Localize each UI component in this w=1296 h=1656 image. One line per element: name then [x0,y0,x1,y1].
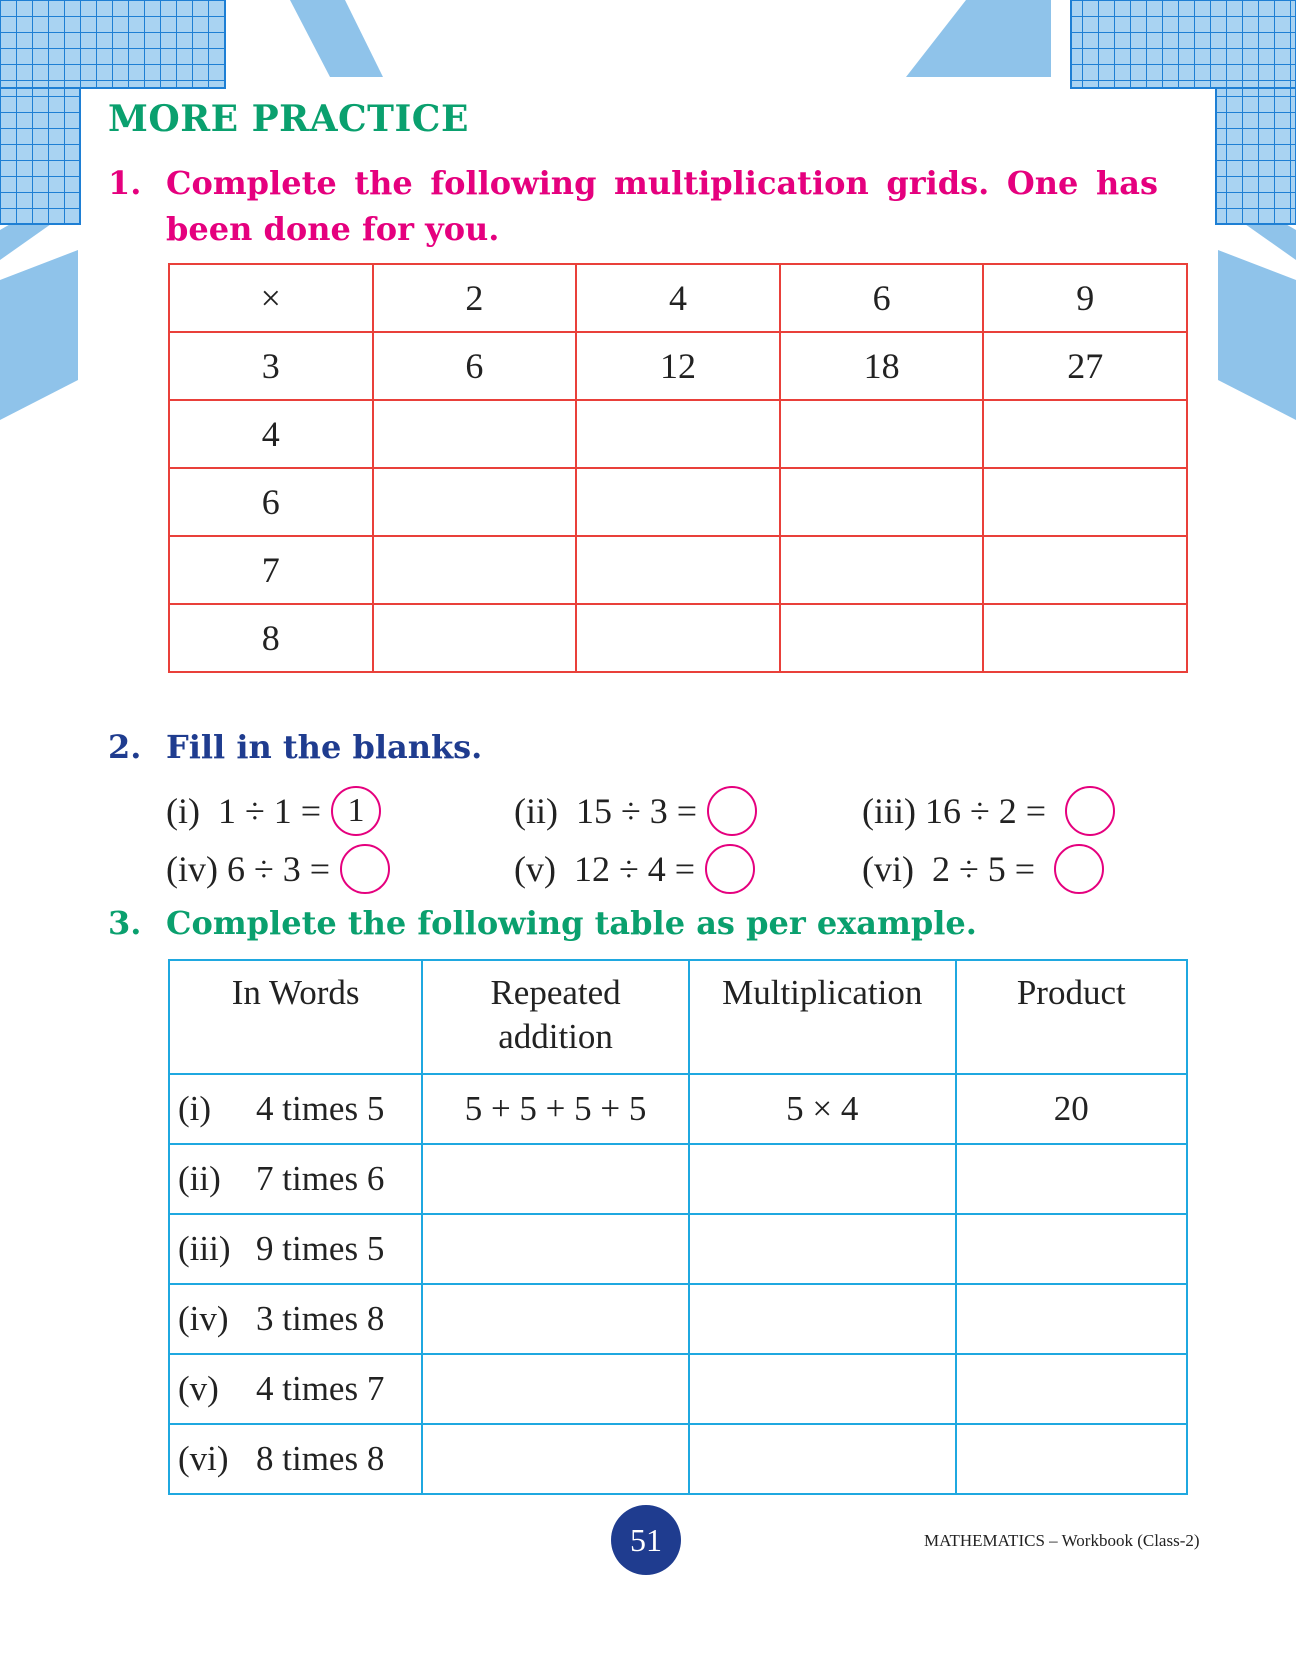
cell-in-words [169,1214,422,1284]
cell-product[interactable] [956,1214,1187,1284]
footer-text: MATHEMATICS – Workbook (Class-2) [924,1531,1200,1550]
blank-item [514,782,757,840]
cell-multiplication[interactable] [689,1144,956,1214]
grid-cell: 8 [169,604,373,672]
cell-in-words [169,1144,422,1214]
blank-label: (v) [514,849,556,889]
table-row [169,1074,1187,1144]
cell-in-words [169,1424,422,1494]
row-words: 3 times 8 [256,1299,385,1338]
cell-repeated-addition[interactable] [422,1424,689,1494]
grid-cell: 6 [780,264,984,332]
cell-product[interactable] [956,1284,1187,1354]
grid-cell[interactable] [780,536,984,604]
page-number: 51 [611,1505,681,1575]
row-words: 4 times 7 [256,1369,385,1408]
multiplication-grid [168,263,1188,673]
blank-expression: 12 ÷ 4 = [573,849,696,889]
table-row [169,1354,1187,1424]
answer-circle[interactable] [340,844,390,894]
grid-row [169,332,1187,400]
grid-cell[interactable] [780,604,984,672]
blank-item [862,782,1115,840]
cell-multiplication[interactable] [689,1354,956,1424]
cell-multiplication[interactable] [689,1424,956,1494]
question-2-number: 2. [108,728,142,766]
answer-circle[interactable] [1054,844,1104,894]
grid-cell[interactable] [780,400,984,468]
header-product: Product [956,960,1187,1074]
blank-item [514,840,755,898]
grid-cell: 6 [373,332,577,400]
grid-cell[interactable] [576,468,780,536]
cell-product[interactable] [956,1354,1187,1424]
blank-label: (ii) [514,791,558,831]
question-3-number: 3. [108,904,142,942]
question-1-text: Complete the following multiplication grids. One has been done for you. [166,164,1158,248]
grid-cell[interactable] [373,400,577,468]
header-multiplication: Multiplication [689,960,956,1074]
cell-repeated-addition[interactable] [422,1354,689,1424]
grid-cell: × [169,264,373,332]
section-title: MORE PRACTICE [108,98,469,140]
fill-in-blanks [166,782,1166,898]
question-3 [108,904,977,942]
blank-item [862,840,1104,898]
blank-expression: 1 ÷ 1 = [217,791,322,831]
table-row [169,1284,1187,1354]
grid-cell[interactable] [780,468,984,536]
grid-cell[interactable] [576,604,780,672]
grid-cell: 4 [169,400,373,468]
cell-product[interactable] [956,1144,1187,1214]
table-row [169,1214,1187,1284]
grid-cell: 6 [169,468,373,536]
grid-cell: 4 [576,264,780,332]
header-repeated-addition: Repeated addition [422,960,689,1074]
grid-cell[interactable] [576,400,780,468]
question-2 [108,728,482,766]
grid-row [169,536,1187,604]
row-label: (v) [178,1369,219,1408]
blank-expression: 6 ÷ 3 = [226,849,331,889]
row-words: 7 times 6 [256,1159,385,1198]
question-1 [108,160,1158,252]
cell-in-words [169,1074,422,1144]
blank-expression: 15 ÷ 3 = [575,791,698,831]
grid-cell[interactable] [983,468,1187,536]
cell-repeated-addition[interactable] [422,1284,689,1354]
grid-cell: 3 [169,332,373,400]
cell-repeated-addition[interactable] [422,1144,689,1214]
grid-cell[interactable] [983,400,1187,468]
cell-multiplication[interactable] [689,1284,956,1354]
question-2-text: Fill in the blanks. [166,728,483,766]
grid-cell[interactable] [983,604,1187,672]
cell-in-words [169,1284,422,1354]
cell-product: 20 [956,1074,1187,1144]
blank-expression: 16 ÷ 2 = [924,791,1047,831]
grid-cell: 9 [983,264,1187,332]
blank-item [166,840,390,898]
grid-cell[interactable] [983,536,1187,604]
grid-row [169,400,1187,468]
grid-cell: 27 [983,332,1187,400]
blank-item [166,782,381,840]
words-table-header [169,960,1187,1074]
table-row [169,1144,1187,1214]
grid-cell: 2 [373,264,577,332]
blank-label: (i) [166,791,200,831]
grid-cell[interactable] [576,536,780,604]
answer-circle[interactable]: 1 [331,786,381,836]
grid-cell[interactable] [373,536,577,604]
blank-label: (vi) [862,849,914,889]
cell-multiplication: 5 × 4 [689,1074,956,1144]
row-label: (i) [178,1089,212,1128]
cell-in-words [169,1354,422,1424]
blanks-row [166,840,1166,898]
grid-cell[interactable] [373,604,577,672]
row-label: (vi) [178,1439,229,1478]
blanks-row [166,782,1166,840]
grid-cell: 7 [169,536,373,604]
table-row [169,1424,1187,1494]
question-1-number: 1. [108,164,142,202]
row-words: 9 times 5 [256,1229,385,1268]
cell-repeated-addition: 5 + 5 + 5 + 5 [422,1074,689,1144]
grid-cell: 18 [780,332,984,400]
grid-row [169,468,1187,536]
row-words: 4 times 5 [256,1089,385,1128]
answer-circle[interactable] [707,786,757,836]
blank-label: (iii) [862,791,916,831]
cell-multiplication[interactable] [689,1214,956,1284]
answer-circle[interactable] [705,844,755,894]
cell-product[interactable] [956,1424,1187,1494]
question-3-text: Complete the following table as per example. [166,904,977,942]
answer-circle[interactable] [1065,786,1115,836]
grid-row [169,264,1187,332]
header-in-words: In Words [169,960,422,1074]
row-label: (iv) [178,1299,229,1338]
blank-expression: 2 ÷ 5 = [931,849,1036,889]
grid-row [169,604,1187,672]
cell-repeated-addition[interactable] [422,1214,689,1284]
row-label: (iii) [178,1229,231,1268]
row-words: 8 times 8 [256,1439,385,1478]
row-label: (ii) [178,1159,221,1198]
words-table [168,959,1188,1495]
blank-label: (iv) [166,849,218,889]
grid-cell: 12 [576,332,780,400]
grid-cell[interactable] [373,468,577,536]
